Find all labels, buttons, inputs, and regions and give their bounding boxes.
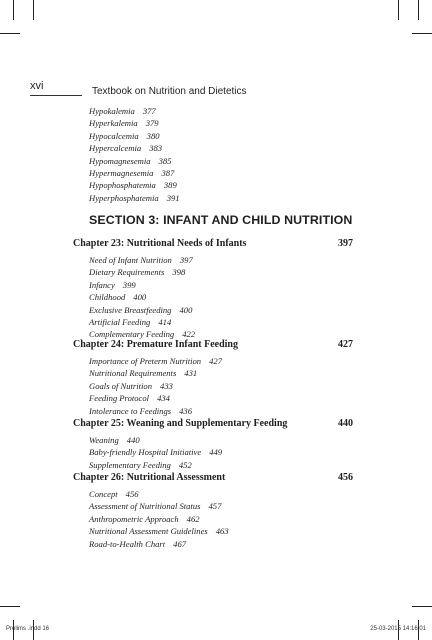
chapter-title: Chapter 25: Weaning and Supplementary Feeding xyxy=(73,418,288,429)
topic-name: Assessment of Nutritional Status xyxy=(89,501,201,512)
topic-page: 389 xyxy=(163,180,177,191)
topic-name: Anthropometric Approach xyxy=(89,513,179,524)
topic-entry xyxy=(89,266,353,278)
topic-entry xyxy=(89,488,353,500)
topic-page: 449 xyxy=(209,447,223,458)
topic-name: Road-to-Health Chart xyxy=(89,538,166,549)
crop-mark xyxy=(418,0,419,20)
topic-entry xyxy=(89,279,353,291)
chapter-title: Chapter 24: Premature Infant Feeding xyxy=(73,339,238,350)
topic-entry xyxy=(89,434,353,446)
topic-page: 422 xyxy=(182,329,196,340)
topic-entry xyxy=(89,500,353,512)
topic-page: 427 xyxy=(209,356,222,366)
topic-name: Dietary Requirements xyxy=(89,267,165,278)
topic-name: Hypocalcemia xyxy=(89,130,139,141)
book-title: Textbook on Nutrition and Dietetics xyxy=(92,86,247,97)
topic-page: 398 xyxy=(172,267,186,278)
topic-entry xyxy=(89,130,180,142)
topic-list xyxy=(89,355,353,417)
topic-name: Intolerance to Feedings xyxy=(89,405,172,416)
topic-page: 377 xyxy=(142,106,156,116)
topic-name: Childhood xyxy=(89,292,126,303)
crop-mark xyxy=(412,606,432,607)
topic-page: 456 xyxy=(125,489,139,499)
topic-entry xyxy=(89,380,353,392)
crop-mark xyxy=(13,0,14,20)
chapter-title: Chapter 23: Nutritional Needs of Infants xyxy=(73,238,247,249)
topic-name: Feeding Protocol xyxy=(89,393,150,404)
topic-name: Hypomagnesemia xyxy=(89,155,151,166)
topic-name: Artificial Feeding xyxy=(89,317,151,328)
topic-page: 457 xyxy=(208,501,222,512)
section-heading: SECTION 3: INFANT AND CHILD NUTRITION xyxy=(89,213,353,227)
continued-topic-list xyxy=(89,105,180,204)
topic-page: 436 xyxy=(179,405,192,416)
topic-name: Hypokalemia xyxy=(89,106,135,116)
topic-name: Hypophosphatemia xyxy=(89,180,156,191)
topic-list xyxy=(89,488,353,550)
crop-mark xyxy=(0,606,20,607)
topic-name: Need of Infant Nutrition xyxy=(89,255,172,265)
topic-page: 452 xyxy=(178,459,192,470)
header-rule xyxy=(30,95,82,96)
topic-name: Hypercalcemia xyxy=(89,143,142,154)
topic-name: Infancy xyxy=(89,279,115,290)
topic-page: 387 xyxy=(161,168,175,179)
topic-page: 467 xyxy=(173,538,187,549)
topic-name: Exclusive Breastfeeding xyxy=(89,304,172,315)
topic-entry xyxy=(89,167,180,179)
crop-mark xyxy=(398,0,399,20)
topic-name: Hypermagnesemia xyxy=(89,168,154,179)
topic-page: 385 xyxy=(158,155,172,166)
topic-name: Importance of Preterm Nutrition xyxy=(89,356,202,366)
chapter-entry xyxy=(73,418,353,471)
topic-entry xyxy=(89,392,353,404)
chapter-title: Chapter 26: Nutritional Assessment xyxy=(73,472,226,483)
chapter-page: 456 xyxy=(338,472,353,483)
chapter-page: 427 xyxy=(338,339,353,350)
topic-entry xyxy=(89,446,353,458)
topic-name: Baby-friendly Hospital Initiative xyxy=(89,447,202,458)
slug-timestamp: 25-03-2015 14:16:01 xyxy=(370,626,426,632)
topic-list xyxy=(89,434,353,471)
topic-page: 380 xyxy=(146,130,160,141)
topic-name: Hyperkalemia xyxy=(89,118,138,129)
slug-filename: Prelims .indd 16 xyxy=(6,626,50,632)
topic-page: 383 xyxy=(149,143,163,154)
topic-entry xyxy=(89,304,353,316)
chapter-entry xyxy=(73,472,353,550)
topic-page: 400 xyxy=(133,292,147,303)
topic-page: 391 xyxy=(166,192,180,203)
topic-entry xyxy=(89,316,353,328)
topic-entry xyxy=(89,355,353,367)
topic-entry xyxy=(89,117,180,129)
crop-mark xyxy=(33,0,34,20)
topic-entry xyxy=(89,459,353,471)
topic-name: Nutritional Assessment Guidelines xyxy=(89,526,208,537)
topic-entry xyxy=(89,538,353,550)
topic-list xyxy=(89,254,353,341)
topic-entry xyxy=(89,142,180,154)
topic-page: 433 xyxy=(160,380,173,391)
chapter-entry xyxy=(73,238,353,341)
chapter-page: 397 xyxy=(338,238,353,249)
topic-entry xyxy=(89,192,180,204)
topic-page: 462 xyxy=(186,513,200,524)
topic-entry xyxy=(89,367,353,379)
topic-page: 440 xyxy=(126,435,140,445)
topic-page: 399 xyxy=(122,279,136,290)
topic-entry xyxy=(89,179,180,191)
topic-entry xyxy=(89,525,353,537)
topic-name: Supplementary Feeding xyxy=(89,459,171,470)
topic-page: 397 xyxy=(179,255,193,265)
chapter-page: 440 xyxy=(338,418,353,429)
topic-page: 400 xyxy=(179,304,193,315)
page-number: xvi xyxy=(30,80,44,92)
topic-name: Weaning xyxy=(89,435,119,445)
running-head xyxy=(30,80,360,98)
topic-entry xyxy=(89,105,180,117)
topic-name: Complementary Feeding xyxy=(89,329,175,340)
topic-name: Concept xyxy=(89,489,118,499)
topic-name: Hyperphosphatemia xyxy=(89,192,159,203)
topic-page: 414 xyxy=(158,317,172,328)
topic-page: 434 xyxy=(157,393,170,404)
topic-entry xyxy=(89,254,353,266)
chapter-entry xyxy=(73,339,353,417)
topic-entry xyxy=(89,513,353,525)
topic-page: 431 xyxy=(184,368,198,379)
topic-page: 379 xyxy=(145,118,159,129)
topic-name: Nutritional Requirements xyxy=(89,368,177,379)
topic-name: Goals of Nutrition xyxy=(89,380,153,391)
crop-mark xyxy=(0,33,20,34)
crop-mark xyxy=(412,33,432,34)
topic-entry xyxy=(89,155,180,167)
topic-entry xyxy=(89,291,353,303)
topic-entry xyxy=(89,405,353,417)
topic-page: 463 xyxy=(215,526,229,537)
